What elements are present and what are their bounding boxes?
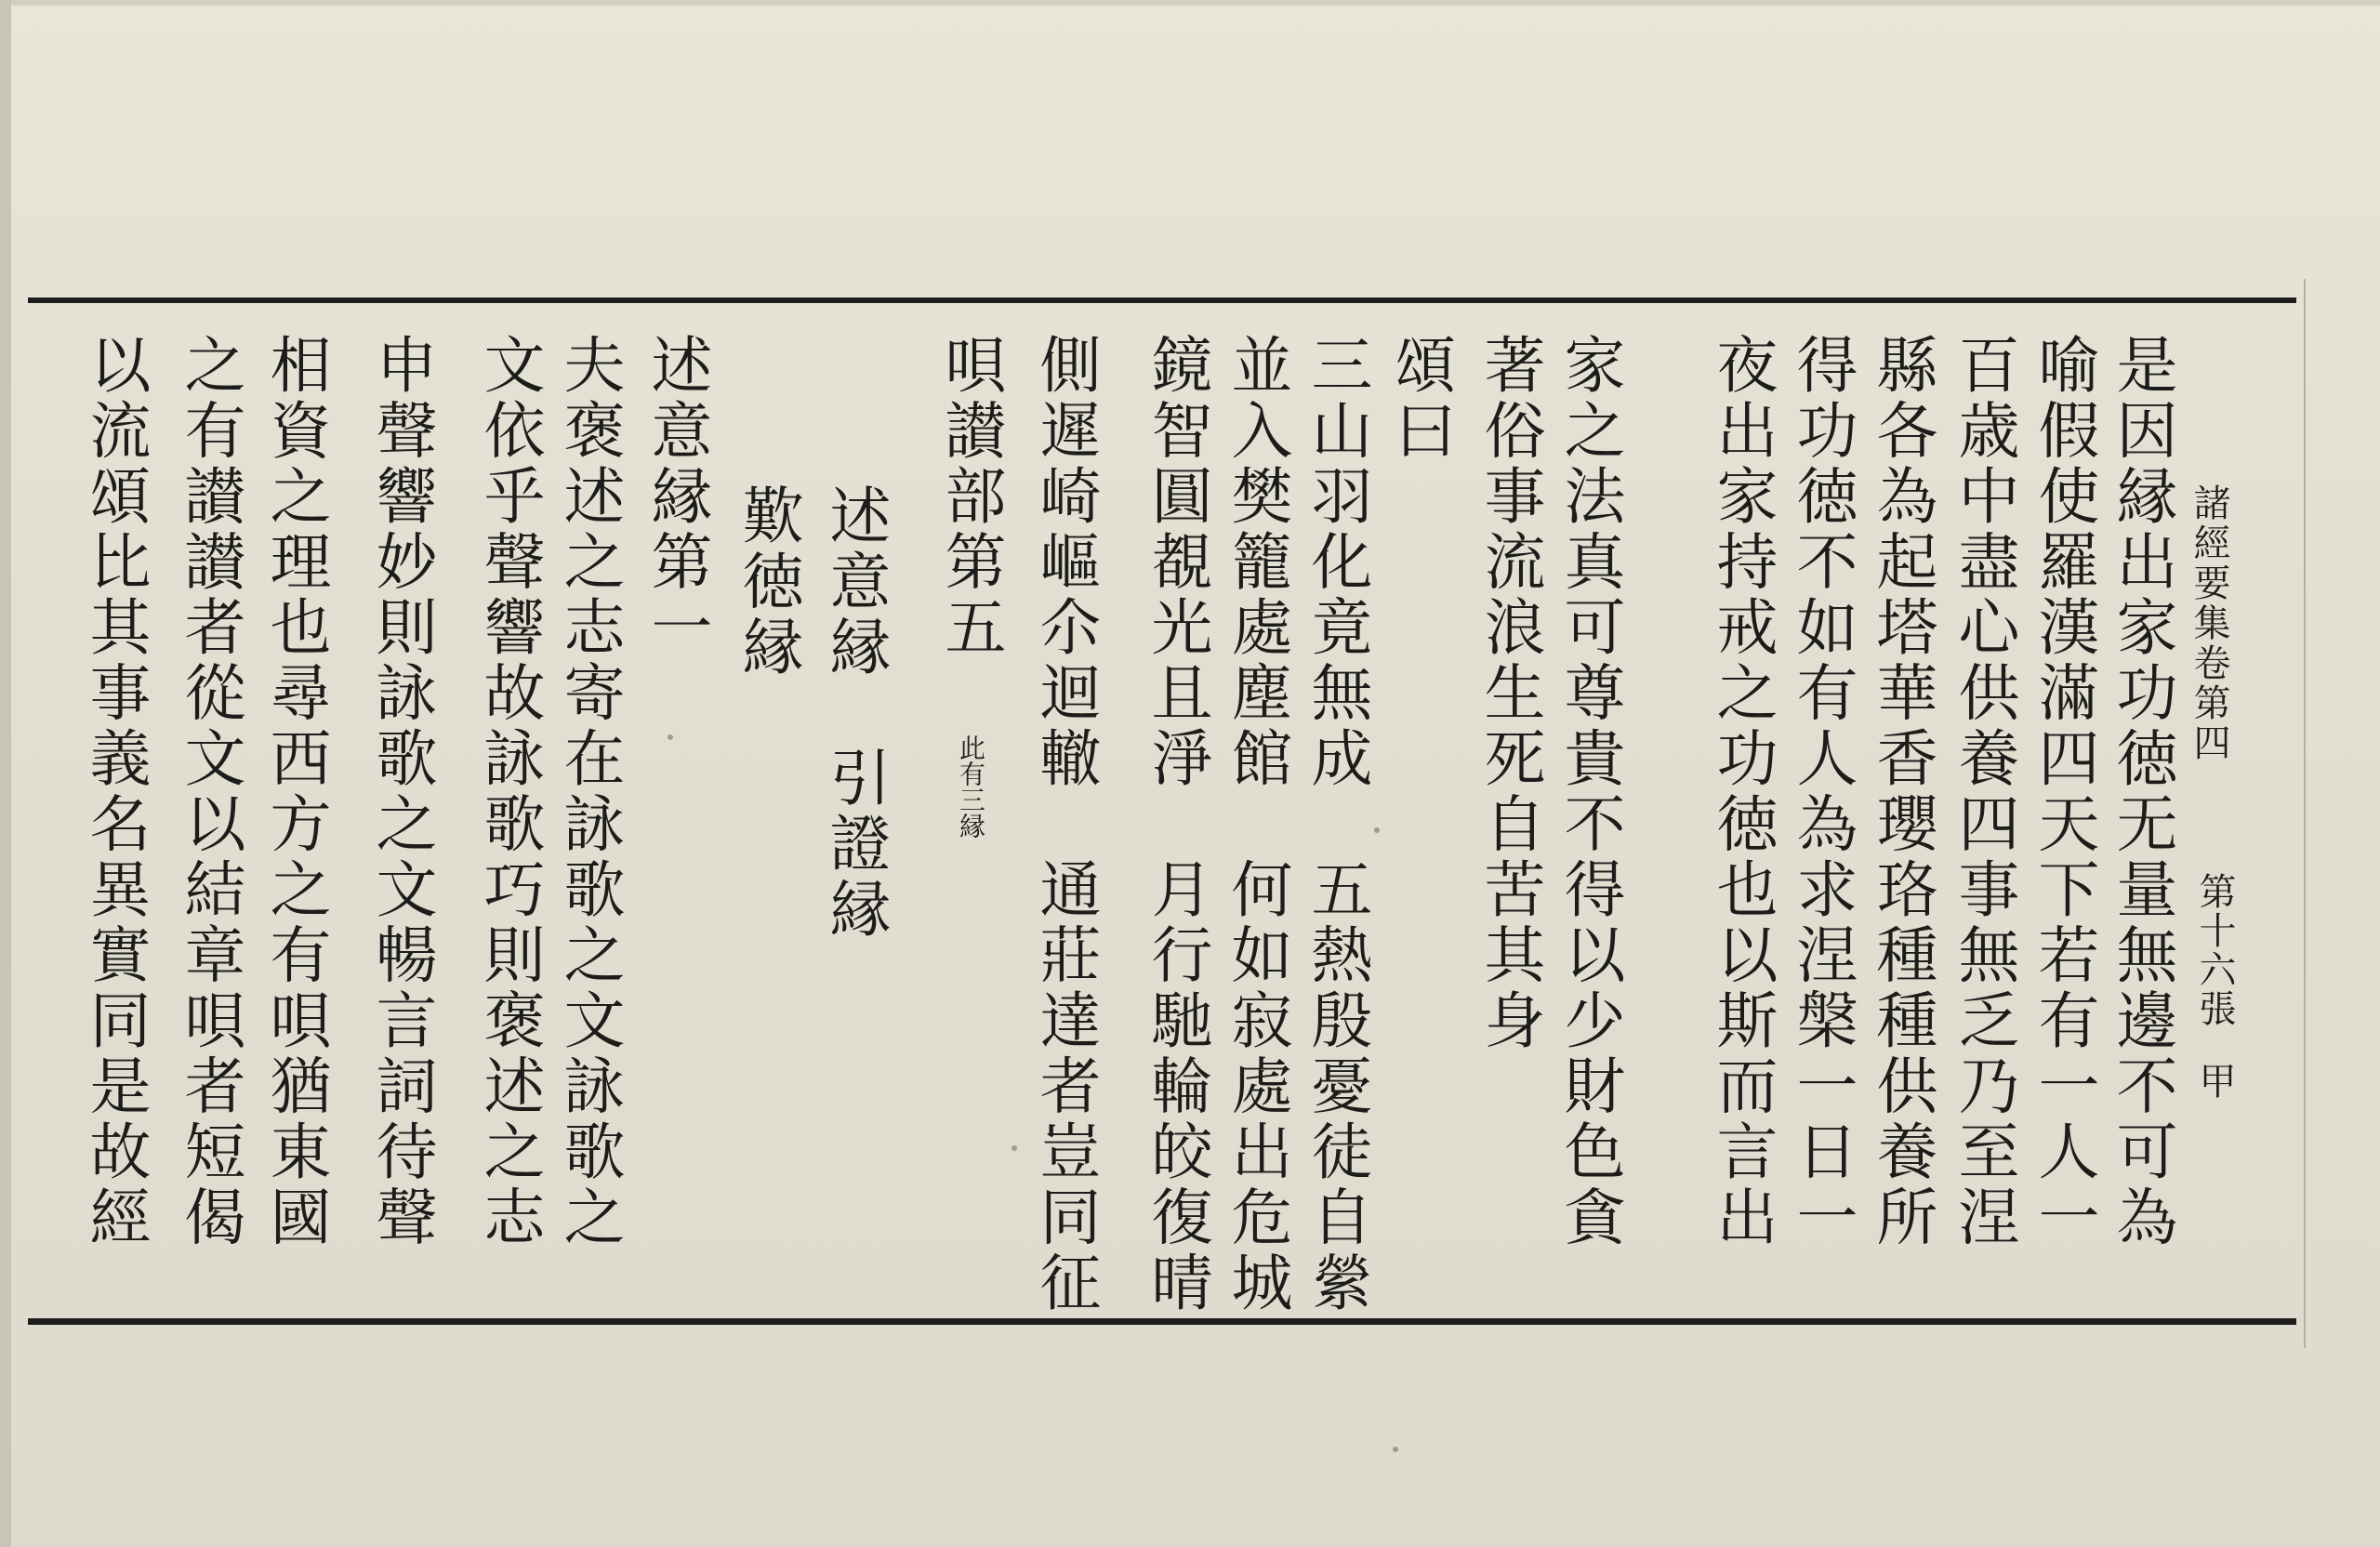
verse-heading: 頌曰: [1384, 333, 1456, 464]
ink-speck: [1374, 827, 1380, 833]
text-column-6: 夜出家持戒之功徳也以斯而言出: [1706, 333, 1778, 1250]
verse-line-4: 側遲崎嶇尒迴轍 通莊達者豈同征: [1029, 333, 1101, 1316]
text-column-2: 喻假使羅漢滿四天下若有一人一: [2028, 333, 2099, 1250]
chapter-heading: 唄讃部第五: [934, 333, 1006, 661]
ink-speck: [668, 734, 673, 740]
text-column-8: 著俗事流浪生死自苦其身: [1474, 333, 1545, 1054]
text-column-5: 得功徳不如有人為求涅槃一日一: [1786, 333, 1858, 1250]
page-left-edge: [0, 0, 11, 1547]
text-column-11: 申聲響妙則詠歌之文暢言詞待聲: [365, 333, 437, 1250]
section-heading: 述意縁第一: [641, 333, 712, 661]
book-title: 諸經要集卷第四: [2188, 483, 2230, 763]
chapter-note: 此有三縁: [956, 734, 986, 839]
text-column-4: 縣各為起塔華香瓔珞種種供養所: [1866, 333, 1937, 1250]
verse-line-3: 鏡智圓覩光且淨 月行馳輪皎復晴: [1141, 333, 1212, 1316]
text-column-13: 之有讃讃者從文以結章唄者短偈: [174, 333, 245, 1250]
section-list-2: 歎徳縁: [732, 483, 803, 681]
section-list-1: 述意縁 引證縁: [819, 483, 891, 943]
text-column-1: 是因縁出家功徳无量無邊不可為: [2106, 333, 2177, 1250]
text-column-7: 家之法真可尊貴不得以少財色貪: [1554, 333, 1625, 1250]
text-column-9: 夫褒述之志寄在詠歌之文詠歌之: [553, 333, 625, 1250]
text-column-3: 百歳中盡心供養四事無乏乃至涅: [1948, 333, 2019, 1250]
page-top-edge: [0, 0, 2380, 6]
verse-line-2: 並入樊籠處塵館 何如寂處出危城: [1221, 333, 1292, 1316]
text-column-14: 以流頌比其事義名異實同是故經: [79, 333, 151, 1250]
text-column-12: 相資之理也尋西方之有唄猶東國: [259, 333, 331, 1250]
fold-line: [2304, 279, 2306, 1348]
verse-line-1: 三山羽化竟無成 五熱殷憂徒自縈: [1301, 333, 1372, 1316]
text-column-10: 文依乎聲響故詠歌巧則褒述之志: [473, 333, 545, 1250]
sheet-number: 第十六張: [2193, 872, 2236, 1028]
ink-speck: [1393, 1447, 1398, 1452]
ink-speck: [1012, 1145, 1017, 1151]
sheet-side: 甲: [2193, 1062, 2236, 1101]
